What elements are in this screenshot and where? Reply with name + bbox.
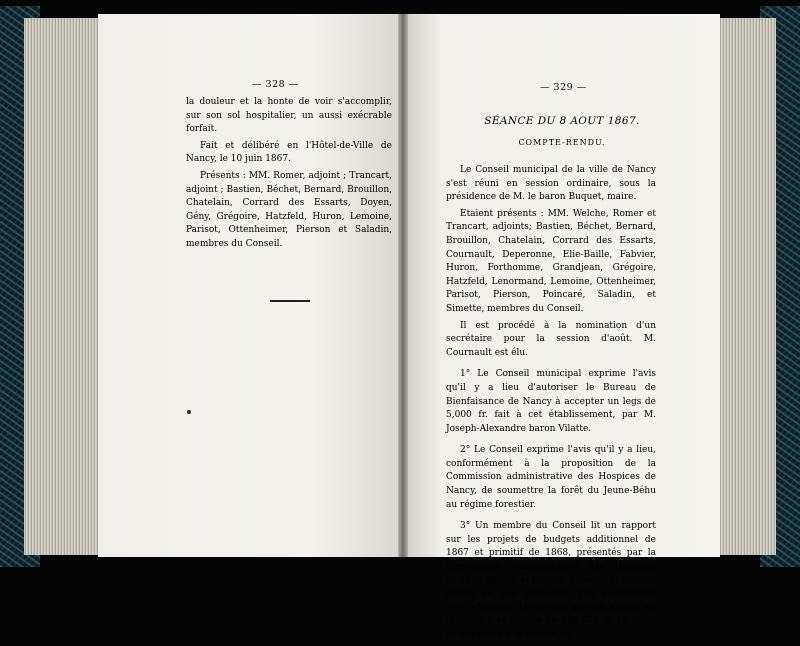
right-paragraph: 1° Le Conseil municipal exprime l'avis qu'il y a lieu d'autoriser le Bureau de Bienfaisance de Nancy à accepter un legs de 5,000 fr. fait à cet établissement, par M. Joseph-Alexandre baron Vilatte. <box>446 369 656 434</box>
left-page-text <box>186 96 392 255</box>
ink-spot <box>187 410 191 414</box>
left-paragraph: la douleur et la honte de voir s'accomplir, sur son sol hospitalier, un aussi exécrable forfait. <box>186 97 392 135</box>
right-paragraph: Etaient présents : MM. Welche, Romer et Trancart, adjoints; Bastien, Béchet, Bernard, Brouillon, Chatelain, Corrard des Essarts, Cournault, Deperonne, Elie-Baille, Fabvier, Huron, Forthomme, Grandjean, Grégoire, Hatzfeld, Lenormand, Lemoine, Ottenheimer, Parisot, Pierson, Poincaré, Saladin, et Simette, membres du Conseil. <box>446 208 656 314</box>
right-page-number: — 329 — <box>540 82 587 93</box>
right-paragraph: 3° Un membre du Conseil lit un rapport sur les projets de budgets additionnel de 1867 et primitif de 1868, présentés par la Commission administrative des Hospices civils de Nancy, et conclut à ce que le Conseil donne un avis favorable. Ces conclusions sont adoptées. Le budget primitif s'élève en recettes à la somme de 549,670 fr. 20 c., et en dépenses à la somme de <box>446 521 656 640</box>
right-paragraph: Le Conseil municipal de la ville de Nancy s'est réuni en session ordinaire, sous la présidence de M. le baron Buquet, maire. <box>446 165 656 203</box>
right-page-text <box>446 164 656 646</box>
page-edges-left <box>24 18 100 555</box>
left-paragraph: Présents : MM. Romer, adjoint ; Trancart, adjoint ; Bastien, Béchet, Bernard, Brouillon, Chatelain, Corrard des Essarts, Doyen, Gény, Grégoire, Hatzfeld, Huron, Lemoine, Parisot, Ottenheimer, Pierson et Saladin, membres du Conseil. <box>186 170 392 249</box>
session-title: SÉANCE DU 8 AOUT 1867. <box>484 115 640 127</box>
book-gutter <box>398 14 408 557</box>
left-paragraph: Fait et délibéré en l'Hôtel-de-Ville de Nancy, le 10 juin 1867. <box>186 140 392 165</box>
page-edges-right <box>716 18 776 555</box>
right-paragraph: Il est procédé à la nomination d'un secrétaire pour la session d'août. M. Cournault est élu. <box>446 320 656 358</box>
right-paragraph: 2° Le Conseil exprime l'avis qu'il y a lieu, conformément à la proposition de la Commission administrative des Hospices de Nancy, de soumettre la forêt du Jeune-Béhu au régime forestier. <box>446 445 656 510</box>
report-subtitle: COMPTE-RENDU. <box>518 138 606 147</box>
section-rule <box>270 300 310 302</box>
left-page-number: — 328 — <box>252 79 299 90</box>
